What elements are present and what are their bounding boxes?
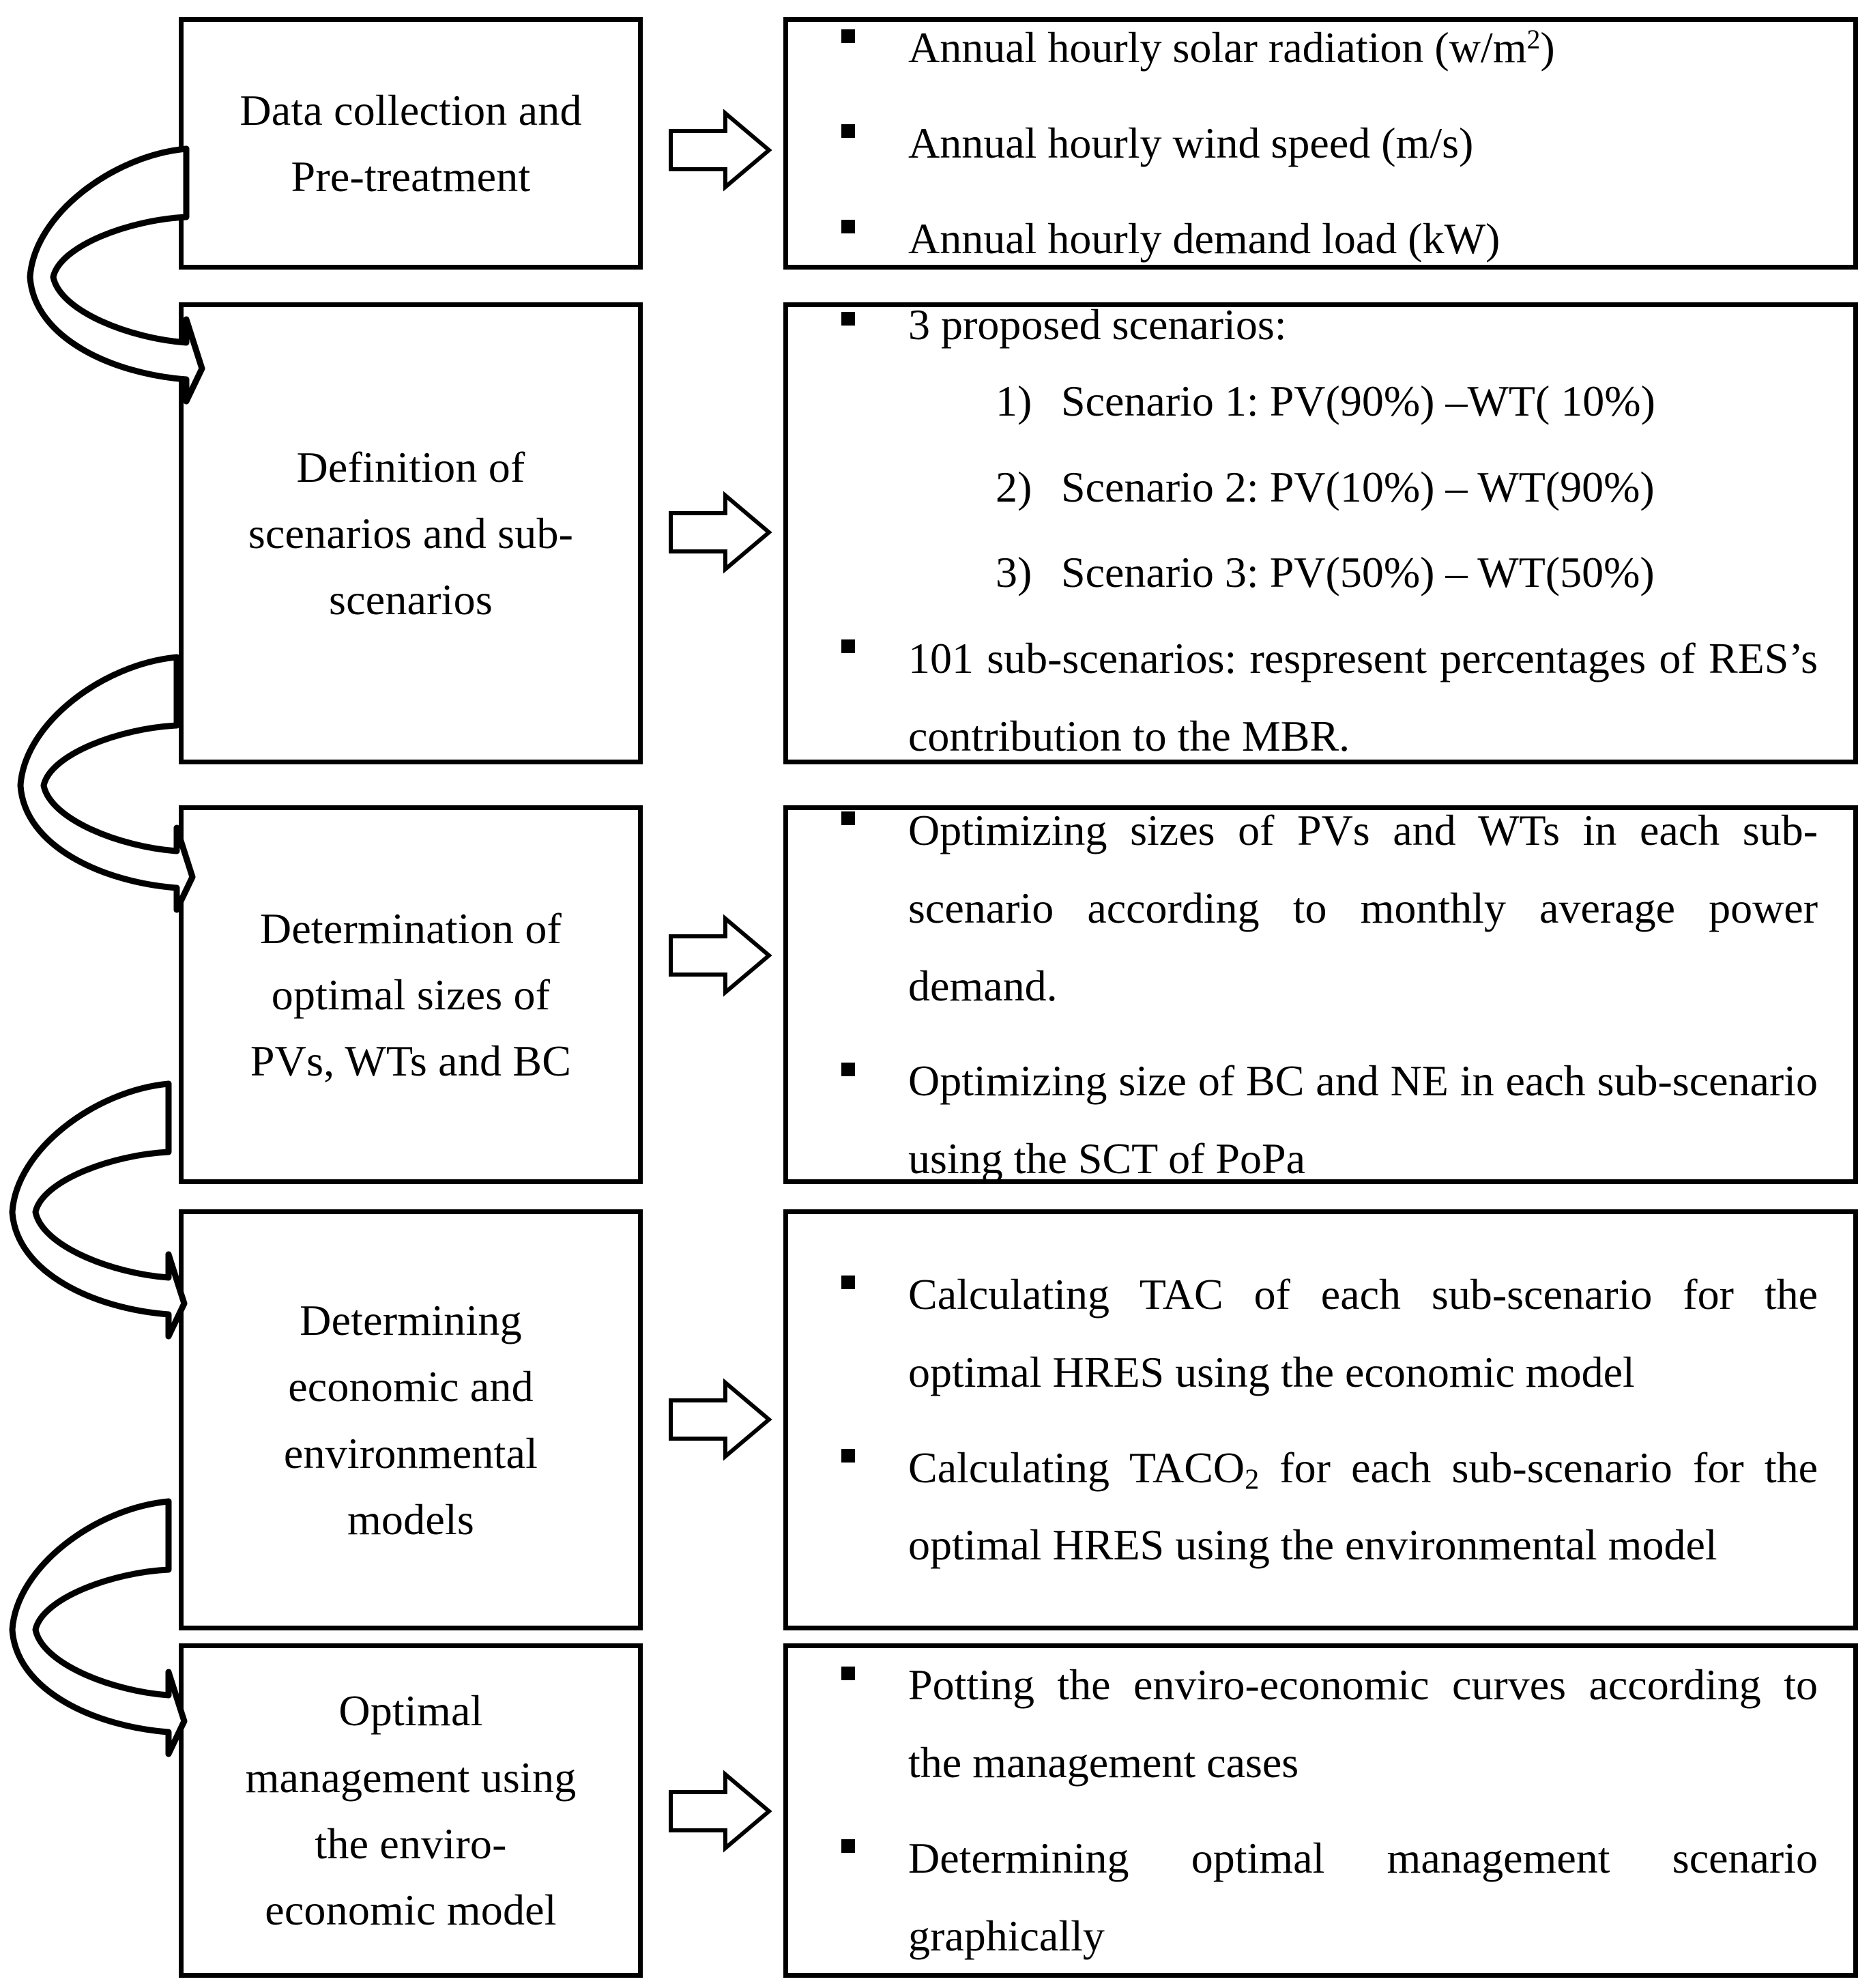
list-item: Annual hourly solar radiation $(w/m^2)$	[836, 9, 1818, 87]
detail-box-row-3	[783, 805, 1858, 1184]
feedback-arrow-loop-1	[27, 143, 205, 409]
detail-box-row-4	[783, 1209, 1858, 1630]
square-bullet-icon	[841, 312, 855, 326]
list-item: Optimizing size of BC and NE in each sub-scenario using the SCT of PoPa	[836, 1042, 1818, 1198]
stage-label-line: economic model	[265, 1886, 557, 1935]
stage-label-line: Determination of	[259, 904, 562, 953]
list-item: 101 sub-scenarios: respresent percentages of RES’s contribution to the MBR.	[836, 620, 1818, 775]
stage-label-row-3	[216, 895, 607, 1095]
square-bullet-icon	[841, 220, 855, 233]
stage-label-line: scenarios	[329, 575, 493, 624]
stage-label-line: optimal sizes of	[271, 970, 551, 1019]
connector-arrow-row-1	[665, 102, 781, 198]
detail-list-row-1	[788, 9, 1853, 278]
list-item: 3 proposed scenarios: 1) Scenario 1: PV(90%) –WT( 10%) 2) Scenario 2: PV(10%) – WT(90%) 3) Scenario 3: PV(50%) – WT(50%)	[836, 291, 1818, 606]
stage-label-line: PVs, WTs and BC	[250, 1037, 572, 1086]
list-item: Determining optimal management scenario graphically	[836, 1819, 1818, 1975]
sublist-item: 1) Scenario 1: PV(90%) –WT( 10%)	[996, 367, 1818, 435]
sublist-number: 1)	[996, 377, 1032, 426]
stage-label-line: the enviro-	[315, 1819, 507, 1868]
stage-box-row-3	[179, 805, 643, 1184]
subscript: 2	[1245, 1463, 1260, 1495]
stage-label-line: Determining	[300, 1295, 522, 1344]
stage-label-line: economic and	[288, 1362, 534, 1411]
list-item: Potting the enviro-economic curves according to the management cases	[836, 1646, 1818, 1802]
feedback-arrow-loop-2	[18, 652, 195, 918]
square-bullet-icon	[841, 639, 855, 653]
stage-label-row-4	[216, 1287, 607, 1553]
stage-label-line: scenarios and sub-	[248, 508, 574, 558]
sublist-item: 2) Scenario 2: PV(10%) – WT(90%)	[996, 453, 1818, 521]
stage-box-row-1	[179, 17, 643, 270]
stage-box-row-4	[179, 1209, 643, 1630]
detail-list-row-4	[788, 1256, 1853, 1585]
square-bullet-icon	[841, 29, 855, 43]
detail-list-row-5	[788, 1646, 1853, 1975]
square-bullet-icon	[841, 811, 855, 825]
list-item: Annual hourly demand load (kW)	[836, 200, 1818, 278]
list-item: Annual hourly wind speed (m/s)	[836, 104, 1818, 182]
detail-box-row-5	[783, 1643, 1858, 1978]
stage-label-line: environmental	[283, 1428, 538, 1478]
detail-list-row-2	[788, 291, 1853, 775]
feedback-arrow-loop-4	[10, 1496, 187, 1762]
connector-arrow-row-5	[665, 1763, 781, 1859]
sublist-number: 2)	[996, 462, 1032, 511]
connector-arrow-row-2	[665, 485, 781, 580]
square-bullet-icon	[841, 124, 855, 138]
square-bullet-icon	[841, 1839, 855, 1853]
stage-label-row-1	[216, 77, 607, 210]
connector-arrow-row-3	[665, 908, 781, 1003]
stage-box-row-5	[179, 1643, 643, 1978]
stage-label-line: Definition of	[296, 442, 525, 491]
stage-label-line: Data collection and	[240, 85, 582, 134]
detail-box-row-1	[783, 17, 1858, 270]
stage-label-row-2	[216, 434, 607, 633]
detail-list-row-3	[788, 792, 1853, 1198]
square-bullet-icon	[841, 1449, 855, 1463]
connector-arrow-row-4	[665, 1372, 781, 1467]
sublist-item: 3) Scenario 3: PV(50%) – WT(50%)	[996, 538, 1818, 606]
scenario-sublist	[908, 367, 1818, 606]
stage-label-line: management using	[245, 1753, 577, 1802]
detail-box-row-2	[783, 302, 1858, 764]
list-item: Calculating $TACO_2$ for each sub-scenario for the optimal HRES using the environmental model	[836, 1429, 1818, 1585]
superscript: 2	[1526, 25, 1541, 55]
sublist-number: 3)	[996, 547, 1032, 596]
stage-label-line: Optimal	[338, 1686, 483, 1735]
square-bullet-icon	[841, 1063, 855, 1076]
stage-label-line: models	[347, 1495, 475, 1544]
list-item: Optimizing sizes of PVs and WTs in each sub-scenario according to monthly average power demand.	[836, 792, 1818, 1025]
square-bullet-icon	[841, 1276, 855, 1289]
stage-label-row-5	[216, 1677, 607, 1943]
square-bullet-icon	[841, 1667, 855, 1680]
stage-box-row-2	[179, 302, 643, 764]
feedback-arrow-loop-3	[10, 1078, 187, 1344]
list-item: Calculating TAC of each sub-scenario for the optimal HRES using the economic model	[836, 1256, 1818, 1411]
stage-label-line: Pre-treatment	[291, 152, 531, 201]
